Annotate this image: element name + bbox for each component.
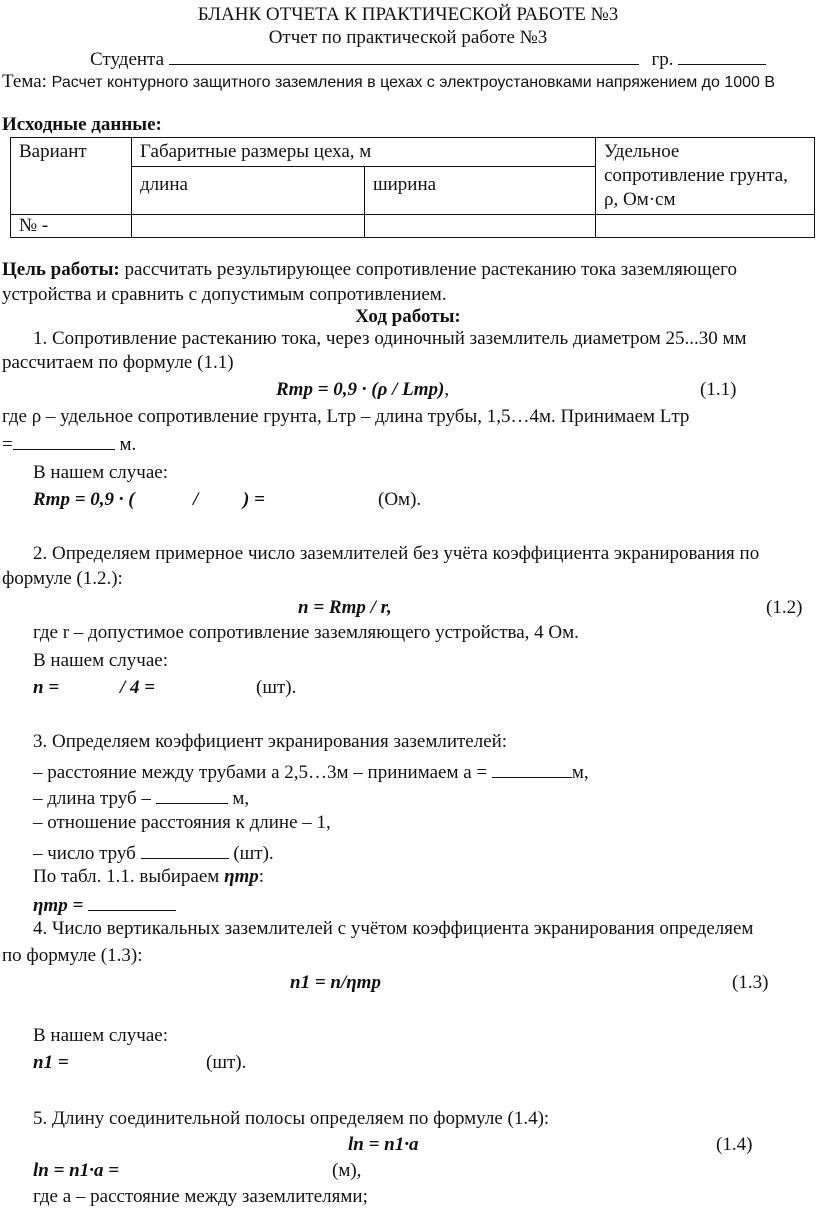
formula-1-2-number: (1.2) [766,597,803,618]
formula-1-4: lп = n1·a [348,1134,419,1155]
goal-text1: рассчитать результирующее сопротивление растеканию тока заземляющего [124,259,737,280]
step3-item1-text: – расстояние между трубами a 2,5…3м – принимаем a = [33,762,488,783]
step2-case: В нашем случае: [33,650,168,671]
step3-item2-unit: м, [232,788,250,809]
eta-field[interactable] [88,892,176,911]
step4-line1: 4. Число вертикальных заземлителей с учётом коэффициента экранирования определяем [33,918,754,939]
step3-item2-text: – длина труб – [33,788,151,809]
formula-1-1-number: (1.1) [700,379,737,400]
step2-line2: формуле (1.2.): [2,568,123,589]
step1-calc-a: Rтр = 0,9 · ( [33,489,135,510]
header-variant: Вариант [11,138,132,215]
step1-equals: = [2,434,13,455]
step4-calc-unit: (шт). [206,1052,247,1073]
cell-width[interactable] [365,215,596,238]
pipe-spacing-field[interactable] [492,759,572,778]
step4-line2: по формуле (1.3): [2,945,143,966]
goal-label: Цель работы: [2,259,120,280]
topic-label: Тема: [2,71,47,92]
step2-calc-a: n = [33,677,60,698]
topic-line [2,71,775,94]
step1-line1: 1. Сопротивление растеканию тока, через одиночный заземлитель диаметром 25...30 мм [33,328,747,349]
formula-1-4-number: (1.4) [716,1134,753,1155]
group-field[interactable] [678,46,766,65]
header-resistance-line1: Удельное [604,141,680,162]
formula-1-1-expression: Rтр = 0,9 · (ρ / Lтр) [276,379,445,400]
step5-where: где a – расстояние между заземлителями; [33,1186,368,1207]
step3-eta [33,892,176,917]
student-line [90,46,766,71]
step1-calc-c: ) = [243,489,265,510]
step3-eta-label: ηтр = [33,895,84,916]
step3-table-note [33,866,264,888]
pipe-length-field[interactable] [13,431,115,450]
step2-calc-unit: (шт). [256,677,297,698]
step5-calc-unit: (м), [332,1160,362,1181]
header-width: ширина [365,167,596,215]
step3-item3: – отношение расстояния к длине – 1, [33,812,331,833]
step3-eta-symbol: ηтр [224,866,259,887]
step1-calc-b: / [193,489,199,510]
pipes-length-field[interactable] [156,785,228,804]
step5-line1: 5. Длину соединительной полосы определяем по формуле (1.4): [33,1108,550,1129]
step1-line2: рассчитаем по формуле (1.1) [2,352,234,373]
header-resistance-line3: ρ, Ом·см [604,189,676,210]
step1-calc-unit: (Ом). [378,489,422,510]
initial-data-heading: Исходные данные: [2,114,162,135]
step3-line1: 3. Определяем коэффициент экранирования заземлителей: [33,731,508,752]
step3-item4-text: – число труб [33,843,136,864]
step1-case: В нашем случае: [33,462,168,483]
step3-item1-unit: м, [571,762,589,783]
step2-line1: 2. Определяем примерное число заземлителей без учёта коэффициента экранирования по [33,543,760,564]
pipe-count-field[interactable] [141,840,229,859]
step3-item4-unit: (шт). [233,843,274,864]
goal-text2: устройства и сравнить с допустимым сопротивлением. [2,284,447,305]
step1-where1: где ρ – удельное сопротивление грунта, Lтр – длина трубы, 1,5…4м. Принимаем Lтр [2,406,690,427]
student-label: Студента [90,49,165,70]
step3-item2 [33,785,249,810]
header-length: длина [132,167,365,215]
step1-where2 [2,431,136,456]
header-resistance-line2: сопротивление грунта, [604,165,788,186]
student-name-field[interactable] [169,46,639,65]
step4-case: В нашем случае: [33,1025,168,1046]
progress-heading: Ход работы: [355,306,461,327]
group-label: гр. [651,49,674,70]
formula-1-3: n1 = n/ηтр [290,972,381,993]
row-variant-number[interactable]: № - [11,215,132,238]
goal-line1 [2,259,737,281]
step3-item4 [33,840,274,865]
step2-calc-b: / 4 = [120,677,156,698]
formula-1-1-comma: , [444,379,450,400]
header-dimensions: Габаритные размеры цеха, м [132,138,596,167]
step3-item1 [33,759,589,784]
header-soil-resistance [596,138,815,215]
form-title: БЛАНК ОТЧЕТА К ПРАКТИЧЕСКОЙ РАБОТЕ №3 [197,4,619,25]
step3-colon: : [258,866,265,887]
cell-soil-resistance[interactable] [596,215,815,238]
step1-unit-m: м. [119,434,137,455]
step5-calc-a: lп = n1·a = [33,1160,120,1181]
step4-calc-a: n1 = [33,1052,69,1073]
initial-data-table [10,137,815,238]
step2-where: где r – допустимое сопротивление заземляющего устройства, 4 Ом. [33,622,579,643]
step3-table-text: По табл. 1.1. выбираем [33,866,220,887]
topic-text: Расчет контурного защитного заземления в цехах с электроустановками напряжением до 1000 В [51,74,776,91]
formula-1-2: n = Rтр / r, [298,597,392,618]
form-subtitle: Отчет по практической работе №3 [268,27,548,48]
formula-1-3-number: (1.3) [732,972,769,993]
cell-length[interactable] [132,215,365,238]
formula-1-1 [276,379,449,401]
